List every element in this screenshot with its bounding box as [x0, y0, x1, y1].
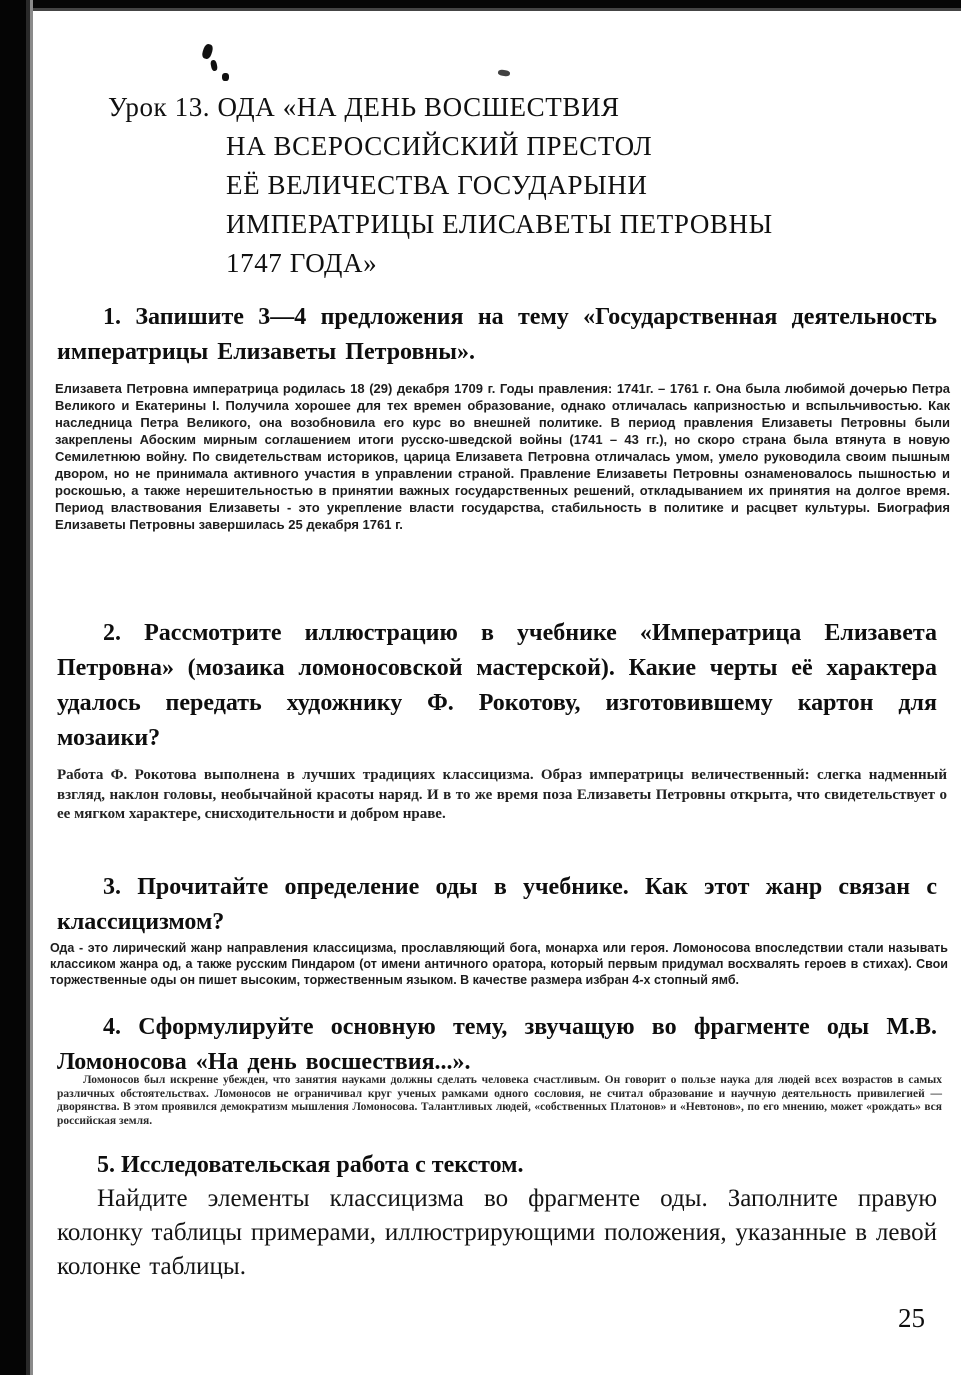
scan-edge-top — [0, 0, 961, 11]
scan-artifact — [498, 69, 511, 77]
task-4-answer: Ломоносов был искренне убежден, что занятия науками должны сделать человека счастливым. Он говорит о пользе наука для людей всех возрастов в самых различных обстоятельствах. Ломоносов не ограничивал круг ученых рамками одного сословия, не считал образование и научную деятельность привилегией —дворянства. В этом проявился демократизм мышления Ломоносова. Талантливых людей, «собственных Платонов» и «Невтонов», по его мнению, может «рождать» вся российская земля. — [57, 1074, 942, 1127]
task-5-heading: 5. Исследовательская работа с текстом. — [97, 1152, 524, 1178]
task-4-answer-block — [57, 1074, 942, 1128]
task-4-question: 4. Сформулируйте основную тему, звучащую во фрагменте оды М.В. Ломоносова «На день восшествия...». — [57, 1014, 937, 1075]
task-4 — [57, 1010, 937, 1080]
scan-edge-left — [0, 0, 33, 1375]
task-2-answer-block — [57, 766, 947, 825]
task-2 — [57, 616, 937, 756]
lesson-title-line: НА ВСЕРОССИЙСКИЙ ПРЕСТОЛ — [226, 131, 653, 161]
task-1-question: 1. Запишите 3—4 предложения на тему «Государственная деятельность императрицы Елизаветы Петровны». — [57, 304, 937, 365]
scan-artifact — [201, 43, 214, 60]
lesson-title-line: 1747 ГОДА» — [226, 248, 378, 278]
task-5 — [57, 1148, 937, 1284]
lesson-number: Урок 13. — [108, 92, 211, 122]
task-5-body: Найдите элементы классицизма во фрагменте оды. Заполните правую колонку таблицы примерами, иллюстрирующими положения, указанные в левой колонке таблицы. — [57, 1185, 937, 1280]
lesson-title-text: ОДА «НА ДЕНЬ ВОСШЕСТВИЯ — [217, 92, 620, 122]
lesson-title-line — [108, 88, 948, 127]
lesson-title-line: ИМПЕРАТРИЦЫ ЕЛИСАВЕТЫ ПЕТРОВНЫ — [226, 209, 773, 239]
lesson-title-line: ЕЁ ВЕЛИЧЕСТВА ГОСУДАРЫНИ — [226, 170, 648, 200]
task-1-answer: Елизавета Петровна императрица родилась 18 (29) декабря 1709 г. Годы правления: 1741г. – 1761 г. Она была любимой дочерью Петра Великого и Екатерины I. Получила хорошее для тех времен образование, однако отличалась капризностью и вспыльчивостью. Как наследница Петра Великого, она возобновила его курс во внешней политике. В период правления Елизаветы Петровны были закреплены Абоским мирным соглашением итоги русско-шведской войны (1741 – 43 гг.), но скоро страна была втянута в новую Семилетнюю войну. По свидетельствам историков, царица Елизавета Петровна отличалась умом, умело руководила своим пышным двором, но не принимала активного участия в управлении страной. Правление Елизаветы Петровны ознаменовалось пышностью и роскошью, а также нерешительностью в принятии важных государственных решений, откладыванием их принятия на долгое время. Период властвования Елизаветы - это укрепление власти государства, стабильность в политике и расцвет культуры. Биография Елизаветы Петровны завершилась 25 декабря 1761 г. — [55, 381, 950, 532]
scan-artifact — [222, 73, 229, 81]
task-1-answer-block — [55, 380, 950, 533]
task-2-answer: Работа Ф. Рокотова выполнена в лучших традициях классицизма. Образ императрицы величественный: слегка надменный взгляд, наклон головы, необычайной красоты наряд. И в то же время поза Елизаветы Петровны открыта, что свидетельствует о ее мягком характере, снисходительности и добром нраве. — [57, 767, 947, 822]
page-number: 25 — [898, 1303, 925, 1333]
task-3 — [57, 870, 937, 940]
task-3-answer: Ода - это лирический жанр направления классицизма, прославляющий бога, монарха или героя. Ломоносова впоследствии стали называть классиком жанра од, а также русским Пиндаром (от имени античного оратора, который первым придумал восхвалять героев в стихах). Свои торжественные оды он пишет высоким, торжественным языком. В качестве размера избран 4-х стопный ямб. — [50, 941, 948, 987]
task-1 — [57, 300, 937, 370]
task-3-question: 3. Прочитайте определение оды в учебнике. Как этот жанр связан с классицизмом? — [57, 874, 937, 935]
lesson-title — [108, 88, 948, 283]
scan-artifact — [210, 59, 218, 71]
task-3-answer-block — [50, 940, 948, 988]
task-2-question: 2. Рассмотрите иллюстрацию в учебнике «Императрица Елизавета Петровна» (мозаика ломоносовской мастерской). Какие черты её характера удалось передать художнику Ф. Рокотову, изготовившему картон для мозаики? — [57, 620, 937, 751]
